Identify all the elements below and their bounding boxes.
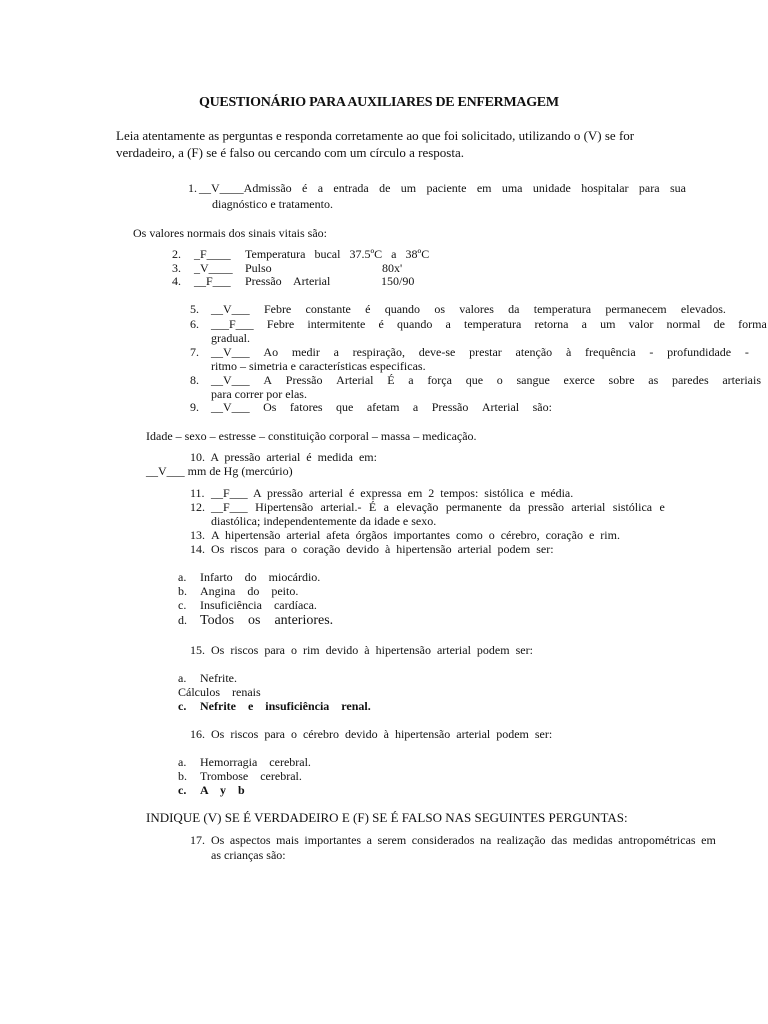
q17-number: 17. [190,833,205,847]
q15-option-c-letter: c. [178,699,187,713]
q7-text-cont: ritmo – simetria e características especificas. [211,359,426,373]
word: um [400,181,417,195]
word: elevação [396,500,439,514]
word: a [383,500,389,514]
word: - [649,345,654,359]
word: afetam [366,400,400,414]
word: importantes [304,833,362,847]
word: é [365,302,371,316]
q11-text: __F___ A pressão arterial é expressa em 2 tempos: sistólica e média. [211,486,574,500]
word: elevados. [680,302,726,316]
word: considerados [411,833,475,847]
q3-number: 3. [172,261,181,275]
word: quando [384,302,421,316]
q3-answer: _V____ [194,261,233,275]
q14-option-b: Angina do peito. [200,584,299,598]
q13-text: A hipertensão arterial afeta órgãos importantes como o cérebro, coração e rim. [211,528,620,542]
word: arterial [571,500,606,514]
word: Arterial [336,373,374,387]
word: valores [459,302,494,316]
word: Pressão [285,373,323,387]
word: medir [291,345,320,359]
word: realização [496,833,546,847]
word: paredes [671,373,709,387]
word: da [508,302,520,316]
word: a [581,317,587,331]
q14-option-d-letter: d. [178,613,187,627]
word: paciente [426,181,467,195]
q12-text [211,500,665,514]
q8-number: 8. [190,373,199,387]
q14-option-c-letter: c. [178,598,187,612]
word: __F___ [211,500,248,514]
word: valor [628,317,654,331]
word: a [408,373,414,387]
q16-text: 16. Os riscos para o cérebro devido à hipertensão arterial podem ser: [190,727,553,741]
q2-number: 2. [172,247,181,261]
q14-text: Os riscos para o coração devido à hipertensão arterial podem ser: [211,542,554,556]
word: permanente [445,500,502,514]
q9-text [211,400,552,414]
q3-label: Pulso [245,261,272,275]
q4-number: 4. [172,274,181,288]
word: normal [666,317,701,331]
word: a [317,181,324,195]
word: a [445,317,451,331]
q15-option-c: Nefrite e insuficiência renal. [200,699,371,713]
intro-line-2: verdadeiro, a (F) se é falso ou cercando com um círculo a resposta. [116,145,464,160]
q16-option-c: A y b [200,783,245,797]
word: de [713,317,725,331]
word: que [336,400,354,414]
word: força [427,373,452,387]
word: Os [211,833,225,847]
page-title: QUESTIONÁRIO PARA AUXILIARES DE ENFERMAGEM [199,95,559,110]
word: da [509,500,521,514]
word: - [744,345,749,359]
intro-line-1: Leia atentamente as perguntas e responda corretamente ao que foi solicitado, utilizando o (V) se for [116,128,635,143]
section-heading: INDIQUE (V) SE É VERDADEIRO E (F) SE É FALSO NAS SEGUINTES PERGUNTAS: [146,810,628,825]
q16-option-b: Trombose cerebral. [200,769,302,783]
word: Hipertensão [255,500,314,514]
word: frequência [585,345,636,359]
word: aspectos [229,833,271,847]
vitals-heading: Os valores normais dos sinais vitais são: [133,226,327,240]
word: de [379,181,391,195]
q4-value: 150/90 [381,274,415,288]
word: na [480,833,492,847]
word: em [701,833,716,847]
word: a [412,400,419,414]
q14-option-c: Insuficiência cardíaca. [200,598,317,612]
word: sistólica [612,500,653,514]
word: antropométricas [618,833,696,847]
word: exerce [563,373,595,387]
word: a [366,833,372,847]
word: A [263,373,273,387]
q17-text [211,833,716,847]
word: serem [377,833,407,847]
q4-answer: __F___ [194,274,231,288]
word: em [476,181,492,195]
word: temperatura [464,317,522,331]
word: prestar [469,345,502,359]
q14-number: 14. [190,542,205,556]
q13-number: 13. [190,528,205,542]
word: __V___ [211,400,250,414]
word: é [302,181,308,195]
word: uma [501,181,523,195]
q5-number: 5. [190,302,199,316]
word: sobre [608,373,635,387]
word: fatores [289,400,323,414]
q15-option-a-letter: a. [178,671,187,685]
q12-number: 12. [190,500,205,514]
word: arteriais [722,373,761,387]
word: deve-se [418,345,456,359]
word: É [368,500,377,514]
q12-text-cont: diastólica; independentemente da idade e sexo. [211,514,437,528]
word: intermitente [307,317,366,331]
word: __V___ [211,302,250,316]
word: que [465,373,484,387]
q1-text [199,181,686,195]
q14-option-b-letter: b. [178,584,187,598]
word: os [434,302,445,316]
q15-option-b: Cálculos renais [178,685,261,699]
q2-label: Temperatura bucal 37.5ºC a 38ºC [245,247,430,261]
word: __V___ [211,345,250,359]
word: profundidade [667,345,732,359]
word: __V___ [211,373,250,387]
q3-value: 80x' [382,261,403,275]
q9-number: 9. [190,400,199,414]
q14-option-a-letter: a. [178,570,187,584]
word: medidas [572,833,613,847]
word: hospitalar [581,181,629,195]
word: É [387,373,395,387]
q8-text-cont: para correr por elas. [211,387,307,401]
q1-number: 1. [188,181,197,195]
word: forma [738,317,767,331]
q11-number: 11. [190,486,205,500]
word: Febre [263,302,292,316]
q16-option-b-letter: b. [178,769,187,783]
word: permanecem [605,302,667,316]
word: quando [397,317,433,331]
q6-text [211,317,767,331]
word: Os [263,400,277,414]
q16-option-a: Hemorragia cerebral. [200,755,311,769]
q17-text-cont: as crianças são: [211,848,286,862]
word: mais [276,833,299,847]
word: atenção [515,345,553,359]
q16-option-c-letter: c. [178,783,187,797]
word: a [333,345,339,359]
word: pressão [527,500,564,514]
word: o [496,373,503,387]
q5-text [211,302,726,316]
word: são: [532,400,552,414]
q14-option-d: Todos os anteriores. [200,613,334,628]
word: __V____Admissão [199,181,292,195]
word: das [551,833,568,847]
q7-number: 7. [190,345,199,359]
word: Arterial [481,400,520,414]
word: constante [305,302,351,316]
word: Febre [266,317,295,331]
word: para [638,181,660,195]
q8-text [211,373,761,387]
q10-text: 10. A pressão arterial é medida em: [190,450,377,464]
word: é [378,317,384,331]
word: retorna [534,317,569,331]
word: unidade [532,181,571,195]
q14-option-a: Infarto do miocárdio. [200,570,321,584]
word: entrada [333,181,369,195]
q6-text-cont: gradual. [211,331,250,345]
word: arterial.- [320,500,362,514]
word: ___F___ [211,317,254,331]
q4-label: Pressão Arterial [245,274,331,288]
q15-option-a: Nefrite. [200,671,237,685]
word: e [659,500,665,514]
word: sua [669,181,686,195]
word: as [648,373,659,387]
word: Pressão [431,400,469,414]
q16-option-a-letter: a. [178,755,187,769]
word: um [600,317,616,331]
q6-number: 6. [190,317,199,331]
q2-answer: _F____ [194,247,231,261]
q15-text: 15. Os riscos para o rim devido à hipertensão arterial podem ser: [190,643,533,657]
q1-text-cont: diagnóstico e tratamento. [212,197,333,211]
word: respiração, [352,345,405,359]
word: temperatura [533,302,592,316]
q10-answer: __V___ mm de Hg (mercúrio) [146,464,293,478]
word: Ao [263,345,279,359]
factors-line: Idade – sexo – estresse – constituição corporal – massa – medicação. [146,429,477,443]
word: à [565,345,572,359]
q7-text [211,345,749,359]
word: sangue [516,373,550,387]
